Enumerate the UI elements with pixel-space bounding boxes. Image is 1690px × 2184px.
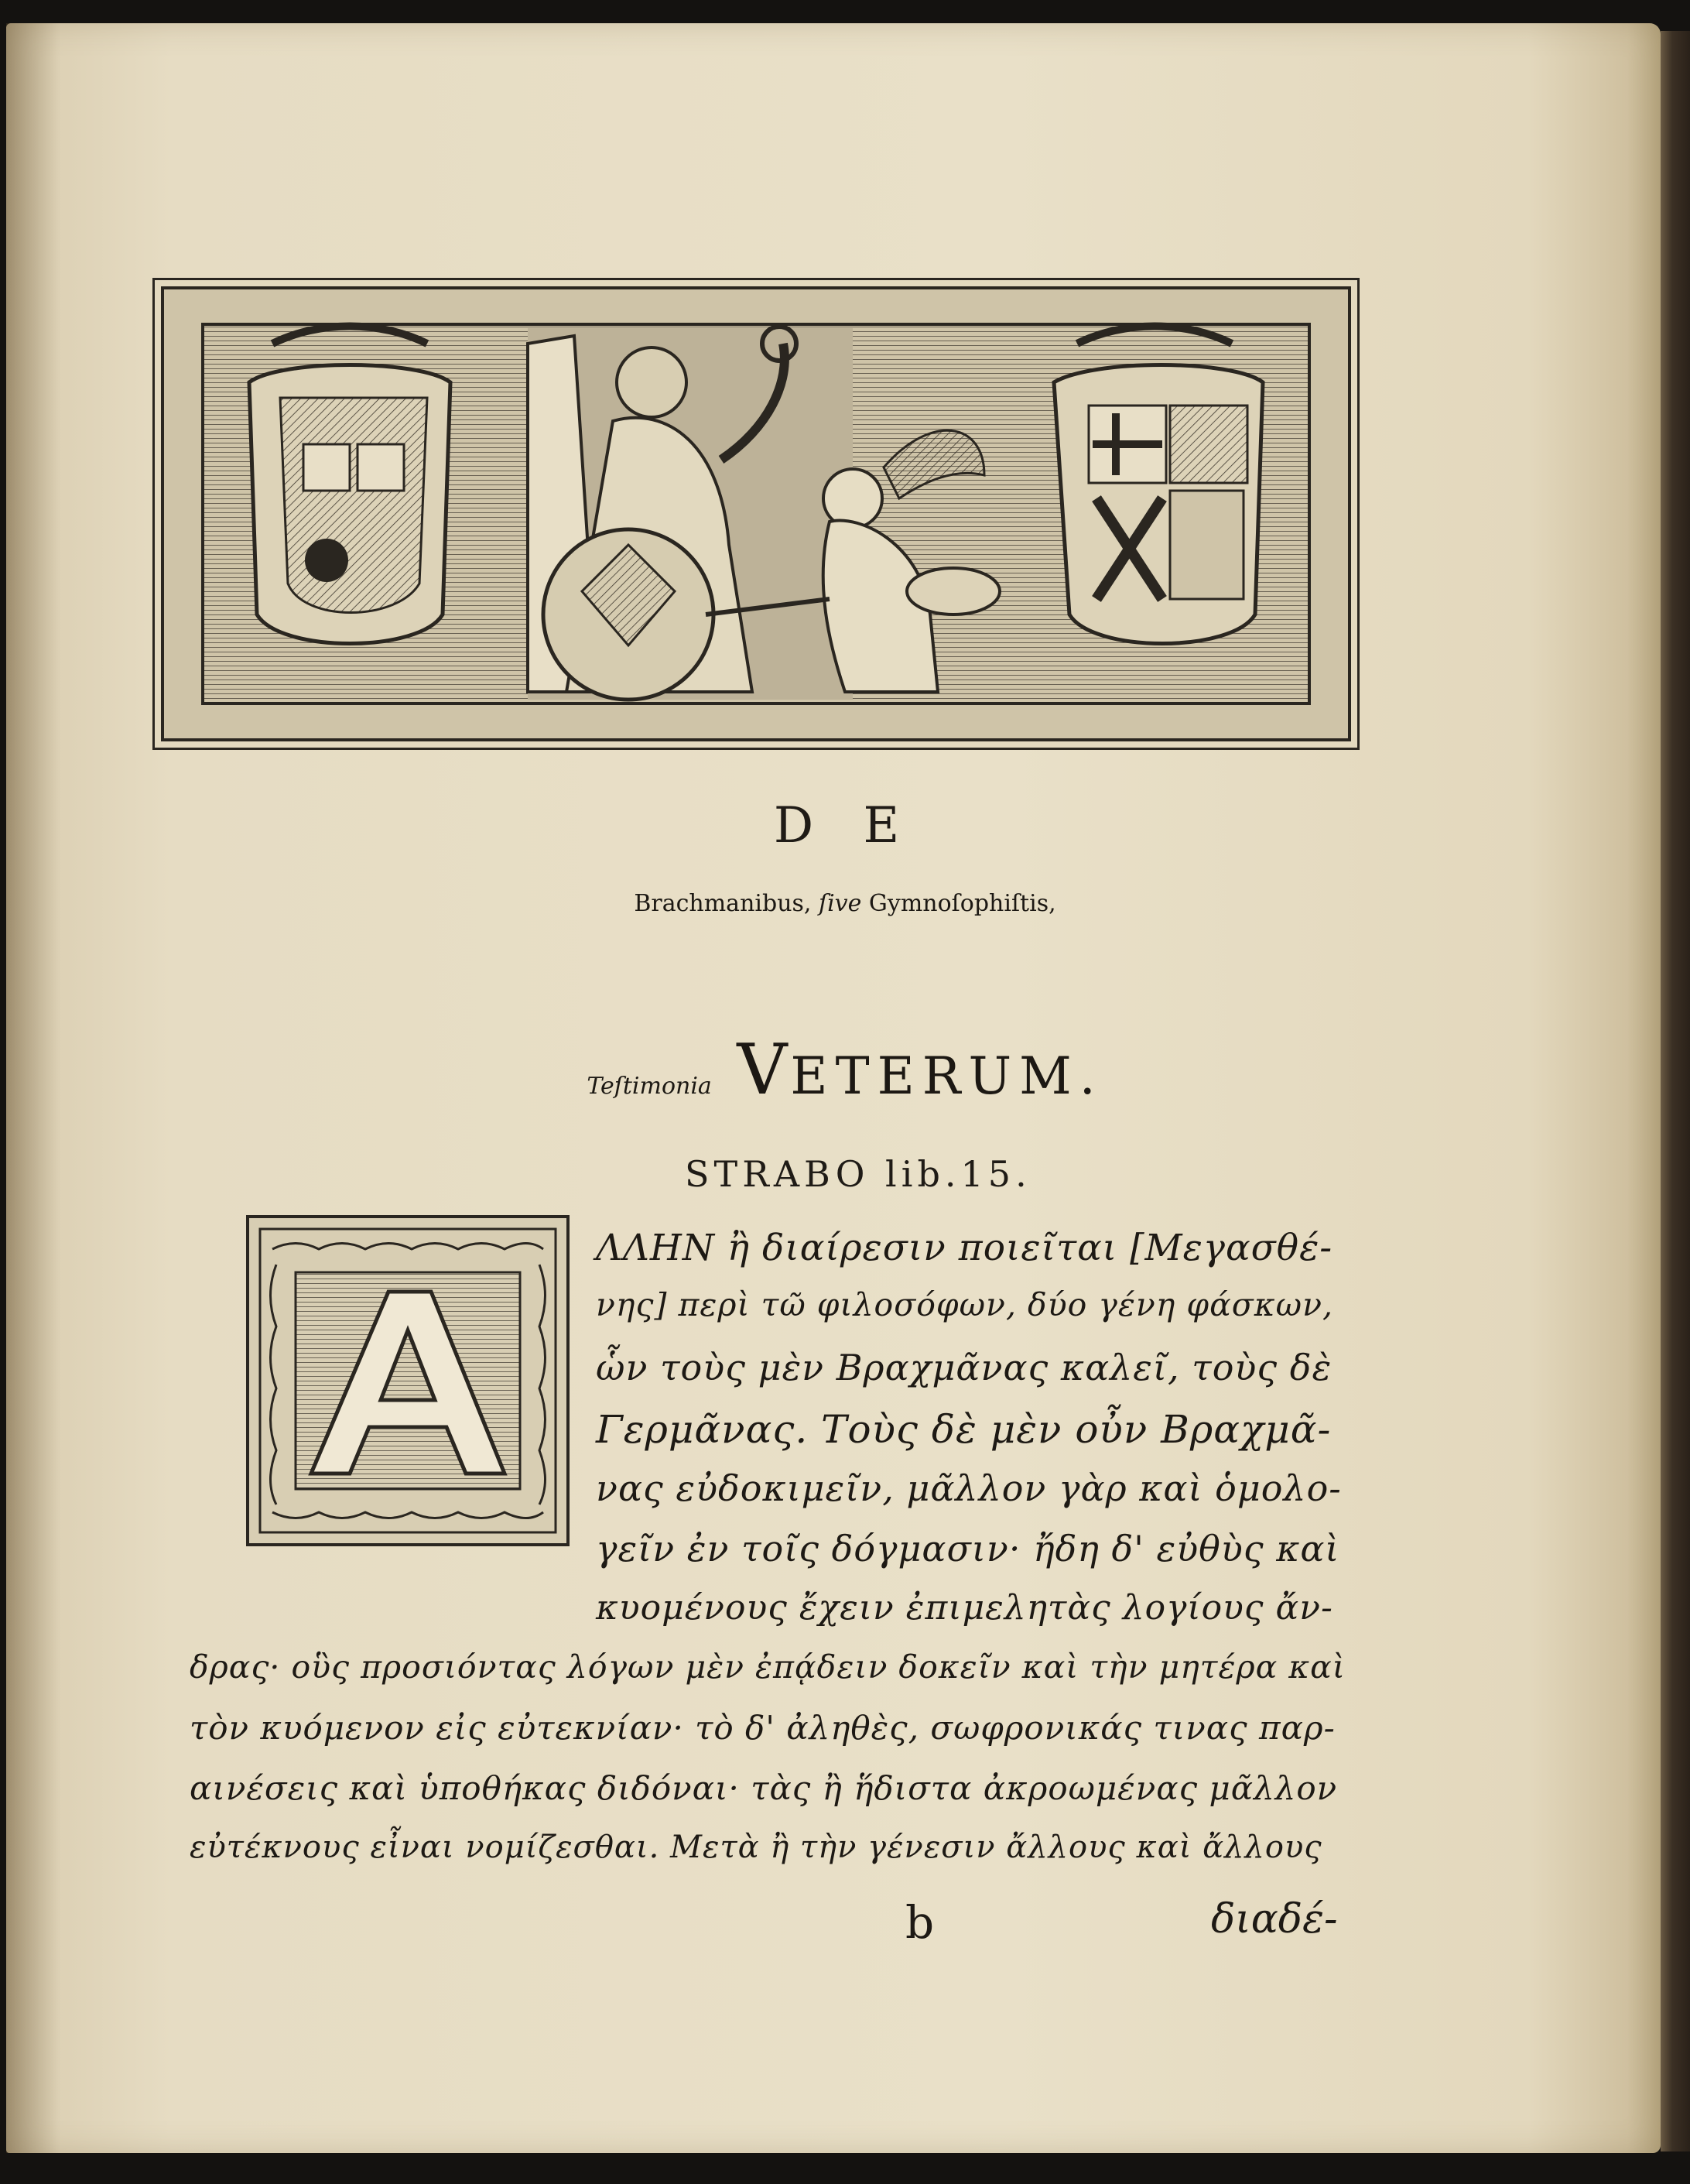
text-line: νας εὐδοκιμεῖν, μᾶλλον γὰρ καὶ ὁμολο- [596,1467,1342,1509]
engraved-headpiece [161,286,1351,741]
right-coat-of-arms [1054,327,1263,644]
text-line: αινέσεις καὶ ὑποθήκας διδόναι· τὰς ἢ ἥδιστα ἀκροωμένας μᾶλλον [190,1769,1338,1807]
text-line: ὧν τοὺς μὲν Βραχμᾶνας καλεῖ, τοὺς δὲ [596,1347,1332,1388]
text-line: Γερμᾶνας. Τοὺς δὲ μὲν οὖν Βραχμᾶ- [596,1407,1332,1452]
title-sive: ſive [818,890,862,917]
title-sub-line [0,1029,1690,1111]
text-line: νης] περὶ τῶ φιλοσόφων, δύο γένη φάσκων, [596,1286,1334,1323]
drop-cap-ornament [249,1218,566,1543]
text-line: εὐτέκνους εἶναι νομίζεσθαι. Μετὰ ἢ τὴν γένεσιν ἄλλους καὶ ἄλλους [190,1830,1322,1865]
title-testimonia: Teſtimonia [587,1073,712,1100]
drop-cap-initial [246,1215,570,1546]
headpiece-engraving [164,289,1348,738]
text-line: τὸν κυόμενον εἰς εὐτεκνίαν· τὸ δ' ἀληθὲς, σωφρονικάς τινας παρ- [190,1709,1336,1747]
text-line: ΛΛΗΝ ἢ διαίρεσιν ποιεῖται [Μεγασθέ- [596,1227,1333,1269]
signature-mark: b [905,1896,935,1949]
title-eterum: ETERUM. [790,1046,1103,1106]
title-main-line [0,890,1690,917]
title-v-initial: V [711,1029,791,1111]
catchword: διαδέ- [1211,1896,1338,1943]
title-gymnosophistis: Gymnoſophiſtis, [861,890,1056,917]
text-line: γεῖν ἐν τοῖς δόγμασιν· ἤδη δ' εὐθὺς καὶ [596,1528,1340,1570]
left-coat-of-arms [249,327,450,644]
seated-minerva-figure [528,327,853,700]
source-reference: STRABO lib.15. [685,1153,1031,1195]
title-de: D E [773,797,917,854]
text-line: δρας· οὓς προσιόντας λόγων μὲν ἐπᾴδειν δοκεῖν καὶ τὴν μητέρα καὶ [190,1648,1346,1686]
title-brachmanibus: Brachmanibus, [634,890,819,917]
text-line: κυομένους ἔχειν ἐπιμελητὰς λογίους ἄν- [596,1588,1333,1628]
